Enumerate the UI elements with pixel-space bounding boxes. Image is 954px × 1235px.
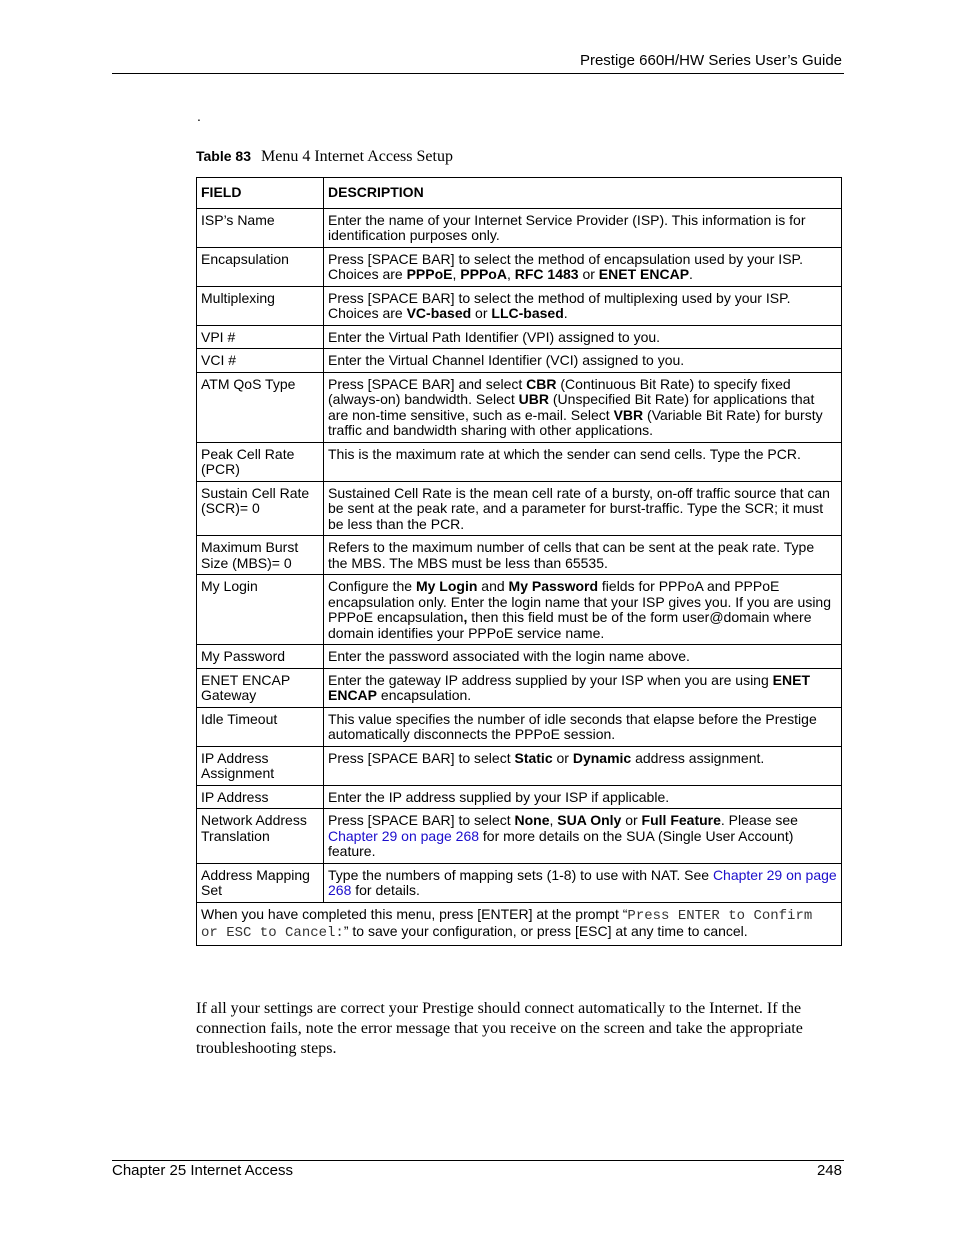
table-row — [197, 286, 842, 325]
description-cell: Press [SPACE BAR] to select Static or Dynamic address assignment. — [324, 746, 842, 785]
table-row — [197, 247, 842, 286]
table-row — [197, 863, 842, 902]
table-row — [197, 707, 842, 746]
table-footer-row — [197, 902, 842, 945]
field-cell: Sustain Cell Rate (SCR)= 0 — [197, 481, 324, 536]
description-cell: Enter the IP address supplied by your ISP if applicable. — [324, 785, 842, 809]
description-cell: Configure the My Login and My Password fields for PPPoA and PPPoE encapsulation only. Enter the login name that your ISP gives you. If you are using PPPoE encapsulation, then this field must be of the form user@domain where domain identifies your PPPoE service name. — [324, 575, 842, 645]
field-cell: ATM QoS Type — [197, 372, 324, 442]
description-cell: Press [SPACE BAR] to select the method of encapsulation used by your ISP. Choices are PPPoE, PPPoA, RFC 1483 or ENET ENCAP. — [324, 247, 842, 286]
table-caption-label: Table 83 — [196, 148, 251, 164]
table-caption — [196, 148, 453, 166]
table-row — [197, 785, 842, 809]
field-cell: Network Address Translation — [197, 809, 324, 864]
table-header-row — [197, 178, 842, 209]
table-footer-note: When you have completed this menu, press [ENTER] at the prompt “Press ENTER to Confirm or ESC to Cancel:” to save your configuration, or press [ESC] at any time to cancel. — [197, 902, 842, 945]
field-cell: Multiplexing — [197, 286, 324, 325]
field-cell: My Login — [197, 575, 324, 645]
page-number: 248 — [816, 1162, 842, 1179]
description-cell: Enter the password associated with the login name above. — [324, 645, 842, 669]
description-cell: Type the numbers of mapping sets (1-8) to use with NAT. See Chapter 29 on page 268 for details. — [324, 863, 842, 902]
table-row — [197, 325, 842, 349]
table-row — [197, 645, 842, 669]
table-row — [197, 442, 842, 481]
column-header-field: FIELD — [197, 178, 324, 209]
stray-period: . — [197, 108, 201, 124]
table-row — [197, 575, 842, 645]
chapter-29-link[interactable]: Chapter 29 on page 268 — [328, 866, 837, 898]
table-row — [197, 746, 842, 785]
description-cell: Enter the gateway IP address supplied by your ISP when you are using ENET ENCAP encapsulation. — [324, 668, 842, 707]
column-header-description: DESCRIPTION — [324, 178, 842, 209]
description-cell: Enter the Virtual Channel Identifier (VCI) assigned to you. — [324, 349, 842, 373]
description-cell: Refers to the maximum number of cells that can be sent at the peak rate. Type the MBS. The MBS must be less than 65535. — [324, 536, 842, 575]
description-cell: Enter the Virtual Path Identifier (VPI) assigned to you. — [324, 325, 842, 349]
table-row — [197, 668, 842, 707]
field-cell: VPI # — [197, 325, 324, 349]
field-cell: Encapsulation — [197, 247, 324, 286]
field-cell: Maximum Burst Size (MBS)= 0 — [197, 536, 324, 575]
footer-divider — [112, 1160, 844, 1161]
field-cell: IP Address — [197, 785, 324, 809]
table-caption-text: Menu 4 Internet Access Setup — [261, 148, 453, 165]
field-cell: ISP’s Name — [197, 208, 324, 247]
table-row — [197, 481, 842, 536]
field-cell: Peak Cell Rate (PCR) — [197, 442, 324, 481]
table-row — [197, 536, 842, 575]
field-cell: Idle Timeout — [197, 707, 324, 746]
description-cell: Press [SPACE BAR] and select CBR (Continuous Bit Rate) to specify fixed (always-on) bandwidth. Select UBR (Unspecified Bit Rate) for applications that are non-time sensitive, such as e-mail. Select VBR (Variable Bit Rate) for bursty traffic and bandwidth sharing with other applications. — [324, 372, 842, 442]
description-cell: Enter the name of your Internet Service Provider (ISP). This information is for identification purposes only. — [324, 208, 842, 247]
table-row — [197, 349, 842, 373]
field-cell: Address Mapping Set — [197, 863, 324, 902]
description-cell: Press [SPACE BAR] to select None, SUA Only or Full Feature. Please see Chapter 29 on page 268 for more details on the SUA (Single User Account) feature. — [324, 809, 842, 864]
description-cell: Sustained Cell Rate is the mean cell rate of a bursty, on-off traffic source that can be sent at the peak rate, and a parameter for burst-traffic. Type the SCR; it must be less than the PCR. — [324, 481, 842, 536]
description-cell: Press [SPACE BAR] to select the method of multiplexing used by your ISP. Choices are VC-based or LLC-based. — [324, 286, 842, 325]
body-paragraph: If all your settings are correct your Prestige should connect automatically to the Internet. If the connection fails, note the error message that you receive on the screen and take the appropriate troubleshooting steps. — [196, 1000, 803, 1057]
footer-chapter: Chapter 25 Internet Access — [112, 1162, 293, 1179]
prompt-text: Press ENTER to Confirm or ESC to Cancel: — [201, 907, 813, 941]
running-header-title: Prestige 660H/HW Series User’s Guide — [579, 52, 842, 69]
field-cell: ENET ENCAP Gateway — [197, 668, 324, 707]
table-row — [197, 809, 842, 864]
field-cell: My Password — [197, 645, 324, 669]
chapter-29-link[interactable]: Chapter 29 on page 268 — [328, 827, 480, 844]
table-row — [197, 208, 842, 247]
field-cell: VCI # — [197, 349, 324, 373]
table-row — [197, 372, 842, 442]
settings-table — [196, 177, 842, 946]
header-divider — [112, 73, 844, 74]
description-cell: This value specifies the number of idle seconds that elapse before the Prestige automatically disconnects the PPPoE session. — [324, 707, 842, 746]
field-cell: IP Address Assignment — [197, 746, 324, 785]
description-cell: This is the maximum rate at which the sender can send cells. Type the PCR. — [324, 442, 842, 481]
